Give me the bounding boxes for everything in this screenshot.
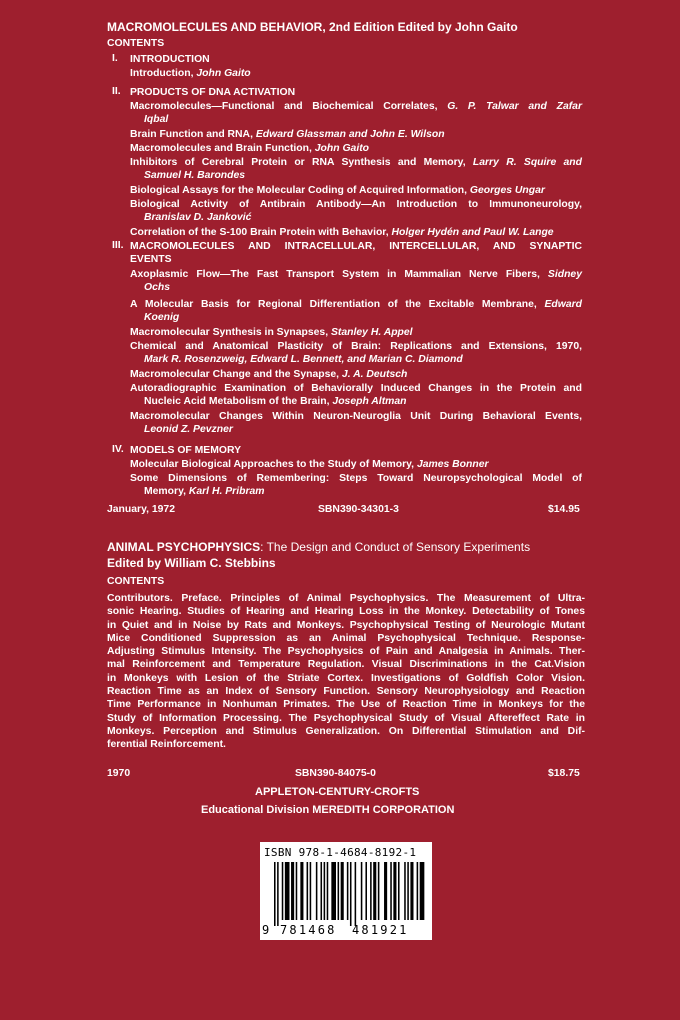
book1-price: $14.95 [548,504,580,515]
barcode-bar [365,862,367,920]
barcode-bar [373,862,376,920]
entry-author: Georges Ungar [469,185,545,196]
section-heading [130,444,582,457]
barcode-bar [407,862,409,920]
contents-entry [130,156,582,182]
contents-line: Adjusting Stimulus Intensity. The Psychophysics of Pain and Analgesia in Animals. Ther- [107,646,585,658]
contents-line: Reaction Time as an Index of Sensory Function. Sensory Neurophysiology and Reaction [107,686,585,698]
barcode-bar [296,862,298,920]
section-number: IV. [112,444,124,455]
barcode-bar [310,862,312,920]
entry-title: Macromolecular Changes Within Neuron-Neuroglia Unit During Behavioral Events, [130,411,582,422]
contents-entry [130,67,582,80]
book1-sbn: SBN390-34301-3 [318,504,399,515]
contents-entry [130,298,582,324]
entry-title: Introduction, [130,68,197,79]
barcode-bar [291,862,294,920]
section-heading-text: MODELS OF MEMORY [130,445,242,456]
contents-line: in Quiet and in Noise by Rats and Monkeys. Psychophysical Testing of Neurologic Mutant [107,619,585,631]
entry-title: Macromolecules—Functional and Biochemical Correlates, [130,101,448,112]
section-heading-text: PRODUCTS OF DNA ACTIVATION [130,87,296,98]
entry-author: John Gaito [196,68,251,79]
barcode-bar [361,862,363,920]
contents-line: ferential Reinforcement. [107,739,226,751]
barcode-bar [370,862,372,920]
book1-title-rest: , 2nd Edition Edited by John Gaito [322,20,518,34]
barcode-bar [316,862,318,920]
entry-continuation [130,395,582,408]
book2-price: $18.75 [548,768,580,779]
book2-title-rest: : The Design and Conduct of Sensory Experiments [260,540,531,554]
contents-entry [130,340,582,366]
book1-contents-label: CONTENTS [107,38,165,49]
barcode-bar [384,862,387,920]
entry-title: Macromolecular Synthesis in Synapses, [130,327,331,338]
barcode-bar [338,862,340,920]
barcode-bar [282,862,284,920]
contents-entry [130,382,582,408]
barcode-bar [355,862,357,926]
contents-entry [130,268,582,294]
barcode-bar [307,862,309,920]
barcode-bar [417,862,419,920]
entry-first-line [130,100,582,113]
entry-author: John Gaito [314,143,370,154]
entry-title: Molecular Biological Approaches to the Study of Memory, [130,459,417,470]
entry-first-line [130,226,582,239]
entry-continuation [130,113,582,126]
entry-first-line [130,326,582,339]
entry-first-line [130,142,582,155]
entry-author-cont: Joseph Altman [332,396,407,407]
entry-first-line [130,410,582,423]
barcode-bar [300,862,303,920]
entry-author: Sidney [547,269,582,280]
book2-editor: Edited by William C. Stebbins [107,556,276,570]
section-number: III. [112,240,124,251]
barcode-bar [410,862,413,920]
publisher-division: Educational Division MEREDITH CORPORATION [201,804,455,816]
barcode-bar [327,862,329,920]
section-heading-text-cont: EVENTS [130,254,172,265]
entry-author: Stanley H. Appel [330,327,413,338]
barcode-right-digits: 481921 [352,923,409,937]
isbn-text: ISBN 978-1-4684-8192-1 [264,846,417,859]
contents-entry [130,100,582,126]
barcode-lead-digit: 9 [262,923,270,937]
entry-title: Axoplasmic Flow—The Fast Transport System in Mammalian Nerve Fibers, [130,269,548,280]
barcode-bar [321,862,323,920]
barcode-bar [347,862,349,920]
contents-line: Contributors. Preface. Principles of Animal Psychophysics. The Measurement of Ultra- [107,593,585,604]
contents-entry [130,142,582,155]
entry-first-line [130,67,582,80]
entry-title: Brain Function and RNA, [130,129,256,140]
entry-first-line [130,368,582,381]
section-heading [130,86,582,99]
entry-author: Larry R. Squire and [472,157,582,168]
book1-title-line [107,20,518,34]
entry-title: Some Dimensions of Remembering: Steps Toward Neuropsychological Model of [130,473,582,484]
entry-title: Inhibitors of Cerebral Protein or RNA Synthesis and Memory, [130,157,473,168]
section-number: I. [112,53,118,64]
entry-author: J. A. Deutsch [341,369,408,380]
contents-line: mal Reinforcement and Temperature Regulation. Visual Discriminations in the Cat.Vision [107,659,585,671]
contents-line: Time Performance in Nonhuman Primates. The Use of Reaction Time in Monkeys for the [107,699,585,711]
contents-line: Study of Information Processing. The Psychophysical Study of Visual Aftereffect Rate in [107,712,585,724]
contents-entry [130,368,582,381]
barcode-bars [264,862,428,926]
contents-entry [130,458,582,471]
entry-first-line [130,184,582,197]
entry-continuation [130,211,582,224]
barcode-bar [390,862,392,920]
entry-first-line [130,458,582,471]
entry-author: Holger Hydén and Paul W. Lange [391,227,554,238]
entry-continuation [130,353,582,366]
entry-title: Biological Assays for the Molecular Coding of Acquired Information, [130,185,470,196]
barcode-bar [420,862,425,920]
entry-author: James Bonner [416,459,489,470]
contents-entry [130,410,582,436]
section-heading-text: MACROMOLECULES AND INTRACELLULAR, INTERCELLULAR, AND SYNAPTIC [130,241,582,252]
book2-contents-text [107,592,585,752]
entry-title-cont: Memory, [144,486,189,497]
entry-author-cont: Iqbal [144,114,169,125]
entry-title: Macromolecules and Brain Function, [130,143,315,154]
book1-title: MACROMOLECULES AND BEHAVIOR [107,20,323,34]
entry-first-line [130,472,582,485]
section-heading-text: INTRODUCTION [130,54,210,65]
entry-author: Edward [544,299,582,310]
entry-continuation [130,485,582,498]
entry-first-line [130,382,582,395]
entry-continuation [130,281,582,294]
entry-author: G. P. Talwar and Zafar [447,101,582,112]
book2-contents-label: CONTENTS [107,576,165,587]
entry-author-cont: Ochs [144,282,170,293]
barcode-bar [341,862,344,920]
book2-title: ANIMAL PSYCHOPHYSICS [107,540,261,554]
entry-first-line [130,198,582,211]
barcode-bar [404,862,406,920]
section-number: II. [112,86,121,97]
contents-entry [130,184,582,197]
entry-first-line [130,340,582,353]
entry-title: Correlation of the S-100 Brain Protein with Behavior, [130,227,392,238]
barcode-bar [378,862,380,920]
entry-first-line [130,298,582,311]
entry-continuation [130,311,582,324]
barcode-bar [331,862,336,920]
entry-title: Macromolecular Change and the Synapse, [130,369,342,380]
contents-entry [130,326,582,339]
entry-author-cont: Samuel H. Barondes [144,170,246,181]
barcode-bar [398,862,400,920]
contents-entry [130,198,582,224]
contents-line: Mice Conditioned Suppression as an Animal Psychophysical Technique. Response- [107,632,585,644]
contents-entry [130,472,582,498]
contents-entry [130,226,582,239]
entry-author-cont: Karl H. Pribram [188,486,265,497]
entry-author-cont: Mark R. Rosenzweig, Edward L. Bennett, and Marian C. Diamond [144,354,463,365]
entry-title-cont: Nucleic Acid Metabolism of the Brain, [144,396,333,407]
entry-first-line [130,268,582,281]
barcode-bar [277,862,279,926]
contents-line: in Monkeys with Lesion of the Striate Cortex. Investigations of Goldfish Color Vision. [107,672,585,684]
entry-author-cont: Branislav D. Janković [144,212,252,223]
section-heading [130,240,582,266]
barcode-bar [393,862,396,920]
book2-date: 1970 [107,768,131,779]
entry-title: Biological Activity of Antibrain Antibody—An Introduction to Immunoneurology, [130,199,582,210]
book2-sbn: SBN390-84075-0 [295,768,376,779]
entry-title: Chemical and Anatomical Plasticity of Brain: Replications and Extensions, 1970, [130,341,582,352]
publisher-name: APPLETON-CENTURY-CROFTS [255,786,420,798]
entry-continuation [130,169,582,182]
barcode-bar [350,862,352,926]
barcode-bar [285,862,290,920]
contents-line: Monkeys. Perception and Stimulus Generalization. On Differential Stimulation and Dif- [107,725,585,737]
barcode-left-digits: 781468 [280,923,337,937]
entry-first-line [130,156,582,169]
entry-title: A Molecular Basis for Regional Differentiation of the Excitable Membrane, [130,299,545,310]
book1-date: January, 1972 [107,504,175,515]
entry-title: Autoradiographic Examination of Behaviorally Induced Changes in the Protein and [130,383,582,394]
book2-title-line [107,540,530,554]
entry-author-cont: Koenig [144,312,180,323]
barcode-bar [274,862,276,926]
contents-line: sonic Hearing. Studies of Hearing and Hearing Loss in the Monkey. Detectability of Tones [107,606,585,618]
entry-author-cont: Leonid Z. Pevzner [144,424,233,435]
contents-entry [130,128,582,141]
entry-first-line [130,128,582,141]
isbn-barcode [260,842,432,940]
barcode-bar [324,862,326,920]
entry-author: Edward Glassman and John E. Wilson [255,129,445,140]
section-heading [130,53,582,66]
entry-continuation [130,423,582,436]
